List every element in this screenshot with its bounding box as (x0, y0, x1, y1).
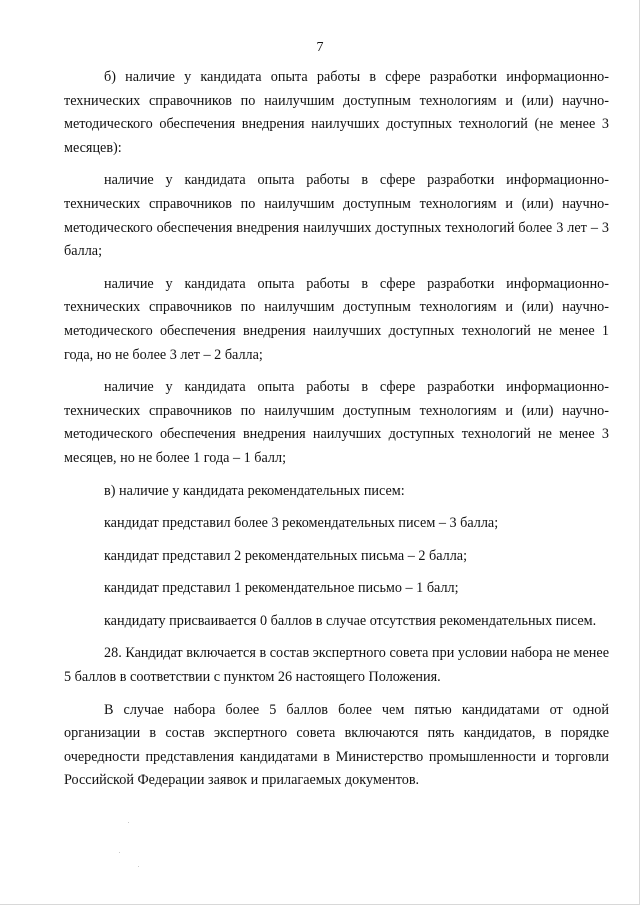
page-number: 7 (316, 40, 324, 55)
paragraph-experience-2-points: наличие у кандидата опыта работы в сфере разработки информационно-технических справочников по наилучшим доступным технологиям и (или) научно-методического обеспечения внедрения наилучших доступных технологий не менее 1 года, но не более 3 лет – 2 балла; (64, 275, 609, 363)
paragraph-over-5-points: В случае набора более 5 баллов более чем пятью кандидатами от одной организации в состав экспертного совета включаются пять кандидатов, в порядке очередности представления кандидатами в Министерство промышленности и торговли Российской Федерации заявок и прилагаемых документов. (64, 701, 609, 789)
paragraph-28-inclusion: 28. Кандидат включается в состав экспертного совета при условии набора не менее 5 баллов в соответствии с пунктом 26 настоящего Положения. (64, 645, 609, 686)
paragraph-letters-3-points: кандидат представил более 3 рекомендательных писем – 3 балла; (104, 515, 499, 532)
paragraph-experience-1-point: наличие у кандидата опыта работы в сфере разработки информационно-технических справочников по наилучшим доступным технологиям и (или) научно-методического обеспечения внедрения наилучших доступных технологий не менее 3 месяцев, но не более 1 года – 1 балл; (64, 379, 609, 466)
paragraph-letters-2-points: кандидат представил 2 рекомендательных письма – 2 балла; (104, 547, 468, 564)
scan-speck (128, 822, 129, 823)
document-body (64, 66, 609, 802)
scan-speck (138, 866, 139, 867)
scan-speck (119, 852, 120, 853)
paragraph-v-recommendations: в) наличие у кандидата рекомендательных писем: (104, 482, 405, 499)
paragraph-b-experience: б) наличие у кандидата опыта работы в сфере разработки информационно-технических справочников по наилучшим доступным технологиям и (или) научно-методического обеспечения внедрения наилучших доступных технологий (не менее 3 месяцев): (64, 69, 609, 156)
paragraph-letters-0-points: кандидату присваивается 0 баллов в случае отсутствия рекомендательных писем. (104, 612, 597, 629)
paragraph-letters-1-point: кандидат представил 1 рекомендательное письмо – 1 балл; (104, 580, 459, 597)
paragraph-experience-3-points: наличие у кандидата опыта работы в сфере разработки информационно-технических справочников по наилучшим доступным технологиям и (или) научно-методического обеспечения внедрения наилучших доступных технологий более 3 лет – 3 балла; (64, 172, 609, 260)
